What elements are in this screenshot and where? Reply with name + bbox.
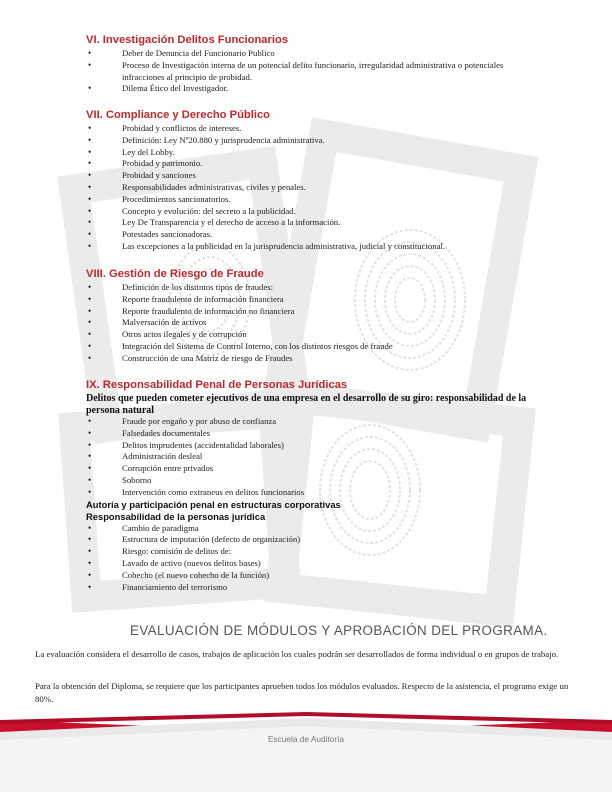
list-item: • Cambio de paradigma — [86, 523, 536, 535]
list-item: • Falsedades documentales — [86, 428, 536, 440]
section-list — [86, 282, 546, 365]
list-item: • Administración desleal — [86, 451, 536, 463]
list-item: • Intervención como extraneus en delitos funcionarios — [86, 487, 536, 499]
list-item: • Lavado de activo (nuevos delitos bases) — [86, 558, 536, 570]
list-item: • Procedimientos sancionatorios. — [86, 194, 546, 206]
section-list — [86, 123, 546, 253]
section-vi — [86, 33, 546, 95]
list-item: • Construcción de una Matriz de riesgo de Fraudes — [86, 353, 546, 365]
subheading-natural-person: Delitos que pueden cometer ejecutivos de una empresa en el desarrollo de su giro: responsabilidad de la persona natural — [86, 393, 527, 416]
list-item: • Fraude por engaño y por abuso de confianza — [86, 416, 536, 428]
footer-band — [0, 712, 612, 792]
evaluation-paragraph-1: La evaluación considera el desarrollo de casos, trabajos de aplicación los cuales podrán ser desarrollados de forma individual o en grupos de trabajo. — [35, 649, 559, 659]
subheading-corporate-authorship: Autoría y participación penal en estructuras corporativas — [86, 498, 341, 510]
footer-text: Escuela de Auditoría — [267, 734, 345, 744]
section-title: IX. Responsabilidad Penal de Personas Jurídicas — [86, 379, 348, 391]
section-list — [86, 48, 546, 95]
list-item: • Malversación de activos — [86, 317, 546, 329]
list-item: • Las excepciones a la publicidad en la jurisprudencia administrativa, judicial y constitucional. — [86, 241, 546, 253]
list-item: • Probidad y sanciones — [86, 170, 546, 182]
section-title: VII. Compliance y Derecho Público — [86, 109, 271, 121]
list-item: • Potestades sancionadoras. — [86, 229, 546, 241]
list-item: • Delitos imprudentes (accidentalidad laborales) — [86, 440, 536, 452]
list-item: • Financiamiento del terrorismo — [86, 582, 536, 594]
list-item: • Reporte fraudulento de información financiera — [86, 294, 546, 306]
list-item: • Concepto y evolución: del secreto a la publicidad. — [86, 206, 546, 218]
section-title: VI. Investigación Delitos Funcionarios — [86, 34, 289, 46]
list-item: • Definición: Ley Nº20.880 y jurisprudencia administrativa. — [86, 135, 546, 147]
list-item: • Reporte fraudulento de información no financiera — [86, 306, 546, 318]
list-item: • Probidad y conflictos de intereses. — [86, 123, 546, 135]
section-title: VIII. Gestión de Riesgo de Fraude — [86, 268, 264, 280]
list-item: • Estructura de imputación (defecto de organización) — [86, 534, 536, 546]
list-item: • Riesgo: comisión de delitos de: — [86, 546, 536, 558]
section-vii — [86, 108, 546, 253]
list-item: • Integración del Sistema de Control Interno, con los distintos riesgos de fraude — [86, 341, 546, 353]
list-item: • Dilema Ético del Investigador. — [86, 83, 546, 95]
evaluation-paragraph-2: Para la obtención del Diploma, se requiere que los participantes aprueben todos los módulos evaluados. Respecto de la asistencia, el programa exige un 80%. — [35, 681, 569, 704]
list-item: • Deber de Denuncia del Funcionario Publico — [86, 48, 546, 60]
list-item: • Definición de los distintos tipos de fraudes: — [86, 282, 546, 294]
list-item: • Soborno — [86, 475, 536, 487]
list-item: • Corrupción entre privados — [86, 463, 536, 475]
section-ix — [86, 378, 536, 593]
list-item: • Ley De Transparencia y el derecho de acceso a la información. — [86, 217, 546, 229]
list-item: • Ley del Lobby. — [86, 147, 546, 159]
section-viii — [86, 267, 546, 365]
subheading-legal-person: Responsabilidad de la personas jurídica — [86, 510, 266, 522]
list-item: • Proceso de Investigación interna de un potencial delito funcionario, irregularidad administrativa o potenciales infracciones al principio de probidad. — [86, 60, 546, 84]
section-list-2 — [86, 523, 536, 594]
section-list — [86, 416, 536, 499]
list-item: • Responsabilidades administrativas, civiles y penales. — [86, 182, 546, 194]
list-item: • Cohecho (el nuevo cohecho de la función) — [86, 570, 536, 582]
evaluation-title: EVALUACIÓN DE MÓDULOS Y APROBACIÓN DEL PROGRAMA. — [130, 623, 548, 638]
list-item: • Probidad y patrimonio. — [86, 158, 546, 170]
list-item: • Otros actos ilegales y de corrupción — [86, 329, 546, 341]
